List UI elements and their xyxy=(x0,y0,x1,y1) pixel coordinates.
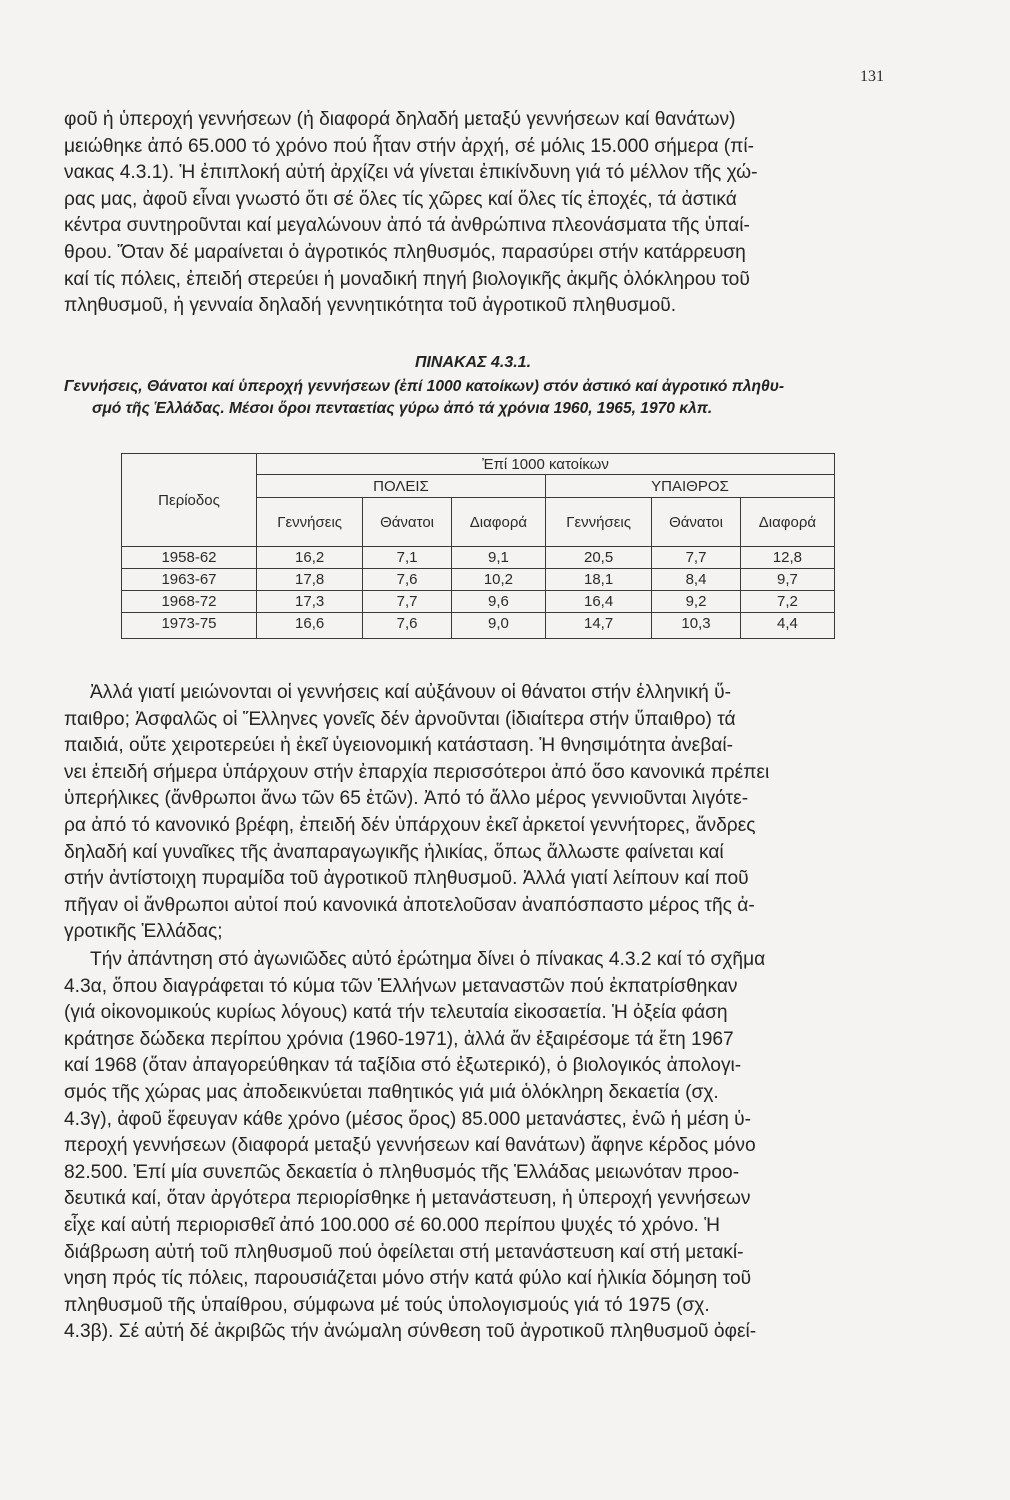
page-number: 131 xyxy=(860,68,884,85)
countryside-deaths-cell: 9,2 xyxy=(652,591,741,613)
text-line: Τήν ἀπάντηση στό ἀγωνιῶδες αὐτό ἐρώτημα δίνει ὁ πίνακας 4.3.2 καί τό σχῆμα xyxy=(90,949,766,970)
countryside-births-cell: 16,4 xyxy=(545,591,651,613)
text-line: νει ἐπειδή σήμερα ὑπάρχουν στήν ἐπαρχία περισσότεροι ἀπό ὅσο κανονικά πρέπει xyxy=(64,761,770,783)
text-line: νακας 4.3.1). Ἡ ἐπιπλοκή αὐτή ἀρχίζει νά γίνεται ἐπικίνδυνη γιά τό μέλλον τῆς χώ- xyxy=(64,162,758,184)
period-header: Περίοδος xyxy=(122,454,257,547)
cities-group-header: ΠΟΛΕΙΣ xyxy=(257,475,546,498)
text-line: κράτησε δώδεκα περίπου χρόνια (1960-1971), ἀλλά ἄν ἐξαιρέσομε τά ἔτη 1967 xyxy=(64,1028,734,1050)
period-cell: 1963-67 xyxy=(122,569,257,591)
cities-difference-cell: 9,0 xyxy=(451,613,545,639)
text-line: ρας μας, ἀφοῦ εἶναι γνωστό ὅτι σέ ὅλες τίς χῶρες καί ὅλες τίς ἐποχές, τά ἀστικά xyxy=(64,188,737,210)
text-line: περοχή γεννήσεων (διαφορά μεταξύ γεννήσεων καί θανάτων) ἄφηνε κέρδος μόνο xyxy=(64,1135,756,1157)
text-line: σμός τῆς χώρας μας ἀποδεικνύεται παθητικός γιά μιά ὁλόκληρη δεκαετία (σχ. xyxy=(64,1081,719,1103)
countryside-births-cell: 18,1 xyxy=(545,569,651,591)
text-line: διάβρωση αὐτή τοῦ πληθυσμοῦ πού ὀφείλεται στή μετανάστευση καί στή μετακί- xyxy=(64,1241,744,1263)
text-line: Ἀλλά γιατί μειώνονται οἱ γεννήσεις καί αὐξάνουν οἱ θάνατοι στήν ἑλληνική ὕ- xyxy=(90,682,731,703)
paragraph-2 xyxy=(64,680,882,946)
text-line: 4.3β). Σέ αὐτή δέ ἀκριβῶς τήν ἀνώμαλη σύνθεση τοῦ ἀγροτικοῦ πληθυσμοῦ ὀφεί- xyxy=(64,1321,757,1343)
table-caption xyxy=(64,376,882,420)
text-line: 4.3γ), ἀφοῦ ἔφευγαν κάθε χρόνο (μέσος ὅρος) 85.000 μετανάστες, ἐνῶ ἡ μέση ὑ- xyxy=(64,1108,751,1130)
cities-difference-cell: 10,2 xyxy=(451,569,545,591)
text-line: 4.3α, ὅπου διαγράφεται τό κύμα τῶν Ἑλλήνων μεταναστῶν πού ἐκπατρίσθηκαν xyxy=(64,975,738,997)
text-line: πῆγαν οἱ ἄνθρωποι αὐτοί πού κανονικά ἀποτελοῦσαν ἀναπόσπαστο μέρος τῆς ἀ- xyxy=(64,894,755,916)
text-line: στήν ἀντίστοιχη πυραμίδα τοῦ ἀγροτικοῦ πληθυσμοῦ. Ἀλλά γιατί λείπουν καί ποῦ xyxy=(64,868,749,890)
countryside-group-header: ΥΠΑΙΘΡΟΣ xyxy=(545,475,834,498)
text-line: καί τίς πόλεις, ἐπειδή στερεύει ἡ μοναδική πηγή βιολογικῆς ἀκμῆς ὁλόκληρου τοῦ xyxy=(64,268,750,290)
text-line: εἶχε καί αὐτή περιορισθεῖ ἀπό 100.000 σέ 60.000 περίπου ψυχές τό χρόνο. Ἡ xyxy=(64,1214,720,1236)
text-line: κέντρα συντηροῦνται καί μεγαλώνουν ἀπό τά ἀνθρώπινα πλεονάσματα τῆς ὑπαί- xyxy=(64,215,750,237)
period-cell: 1958-62 xyxy=(122,547,257,569)
text-line: γροτικῆς Ἑλλάδας; xyxy=(64,921,223,943)
cities-difference-cell: 9,6 xyxy=(451,591,545,613)
cities-deaths-cell: 7,1 xyxy=(363,547,452,569)
table-row xyxy=(122,613,835,639)
countryside-deaths-cell: 8,4 xyxy=(652,569,741,591)
paragraph-3 xyxy=(64,947,882,1346)
cities-births-cell: 17,8 xyxy=(257,569,363,591)
text-line: (γιά οἰκονομικούς κυρίως λόγους) κατά τήν τελευταία εἰκοσαετία. Ἡ ὀξεία φάση xyxy=(64,1002,728,1024)
countryside-difference-cell: 7,2 xyxy=(740,591,834,613)
table-row xyxy=(122,591,835,613)
text-line: καί 1968 (ὅταν ἀπαγορεύθηκαν τά ταξίδια στό ἐξωτερικό), ὁ βιολογικός ἀπολογι- xyxy=(64,1055,742,1077)
cities-births-cell: 16,2 xyxy=(257,547,363,569)
table-row xyxy=(122,547,835,569)
countryside-deaths-cell: 7,7 xyxy=(652,547,741,569)
table-caption-title: ΠΙΝΑΚΑΣ 4.3.1. xyxy=(414,354,532,371)
cities-difference-header: Διαφορά xyxy=(451,498,545,547)
text-line: φοῦ ἡ ὑπεροχή γεννήσεων (ἡ διαφορά δηλαδή μεταξύ γεννήσεων καί θανάτων) xyxy=(64,109,736,130)
text-line: παιθρο; Ἀσφαλῶς οἱ Ἕλληνες γονεῖς δέν ἀρνοῦνται (ἰδιαίτερα στήν ὕπαιθρο) τά xyxy=(64,708,736,730)
text-line: ρα ἀπό τό κανονικό βρέφη, ἐπειδή δέν ὑπάρχουν ἐκεῖ ἀρκετοί γεννήτορες, ἄνδρες xyxy=(64,814,756,836)
text-line: ὑπερήλικες (ἄνθρωποι ἄνω τῶν 65 ἐτῶν). Ἀπό τό ἄλλο μέρος γεννιοῦνται λιγότε- xyxy=(64,788,749,810)
cities-deaths-cell: 7,6 xyxy=(363,569,452,591)
caption-line: Γεννήσεις, Θάνατοι καί ὑπεροχή γεννήσεων (ἐπί 1000 κατοίκων) στόν ἀστικό καί ἀγροτικό πληθυ- xyxy=(64,378,785,395)
cities-births-cell: 17,3 xyxy=(257,591,363,613)
text-line: παιδιά, οὔτε χειροτερεύει ἡ ἐκεῖ ὑγειονομική κατάσταση. Ἡ θνησιμότητα ἀνεβαί- xyxy=(64,735,733,757)
cities-births-cell: 16,6 xyxy=(257,613,363,639)
countryside-deaths-header: Θάνατοι xyxy=(652,498,741,547)
text-line: δευτικά καί, ὅταν ἀργότερα περιορίσθηκε ἡ μετανάστευση, ἡ ὑπεροχή γεννήσεων xyxy=(64,1188,751,1210)
cities-deaths-header: Θάνατοι xyxy=(363,498,452,547)
cities-difference-cell: 9,1 xyxy=(451,547,545,569)
births-deaths-table xyxy=(121,453,835,639)
text-line: μειώθηκε ἀπό 65.000 τό χρόνο πού ἦταν στήν ἀρχή, σέ μόλις 15.000 σήμερα (πί- xyxy=(64,135,755,157)
text-line: πληθυσμοῦ τῆς ὑπαίθρου, σύμφωνα μέ τούς ὑπολογισμούς γιά τό 1975 (σχ. xyxy=(64,1294,710,1316)
caption-line: σμό τῆς Ἑλλάδας. Μέσοι ὅροι πενταετίας γύρω ἀπό τά χρόνια 1960, 1965, 1970 κλπ. xyxy=(92,400,713,417)
paragraph-1 xyxy=(64,107,882,320)
cities-deaths-cell: 7,7 xyxy=(363,591,452,613)
cities-births-header: Γεννήσεις xyxy=(257,498,363,547)
text-line: πληθυσμοῦ, ἡ γενναία δηλαδή γεννητικότητα τοῦ ἀγροτικοῦ πληθυσμοῦ. xyxy=(64,295,677,317)
text-line: θρου. Ὅταν δέ μαραίνεται ὁ ἀγροτικός πληθυσμός, παρασύρει στήν κατάρρευση xyxy=(64,241,746,263)
countryside-births-cell: 20,5 xyxy=(545,547,651,569)
unit-header: Ἐπί 1000 κατοίκων xyxy=(257,454,835,475)
countryside-deaths-cell: 10,3 xyxy=(652,613,741,639)
countryside-difference-header: Διαφορά xyxy=(740,498,834,547)
cities-deaths-cell: 7,6 xyxy=(363,613,452,639)
period-cell: 1973-75 xyxy=(122,613,257,639)
countryside-births-header: Γεννήσεις xyxy=(545,498,651,547)
text-line: 82.500. Ἐπί μία συνεπῶς δεκαετία ὁ πληθυσμός τῆς Ἑλλάδας μειωνόταν προο- xyxy=(64,1161,740,1183)
text-line: δηλαδή καί γυναῖκες τῆς ἀναπαραγωγικῆς ἡλικίας, ὅπως ἄλλωστε φαίνεται καί xyxy=(64,841,724,863)
countryside-births-cell: 14,7 xyxy=(545,613,651,639)
text-line: νηση πρός τίς πόλεις, παρουσιάζεται μόνο στήν κατά φύλο καί ἡλικία δόμηση τοῦ xyxy=(64,1268,752,1290)
countryside-difference-cell: 4,4 xyxy=(740,613,834,639)
countryside-difference-cell: 9,7 xyxy=(740,569,834,591)
period-cell: 1968-72 xyxy=(122,591,257,613)
countryside-difference-cell: 12,8 xyxy=(740,547,834,569)
table-row xyxy=(122,569,835,591)
